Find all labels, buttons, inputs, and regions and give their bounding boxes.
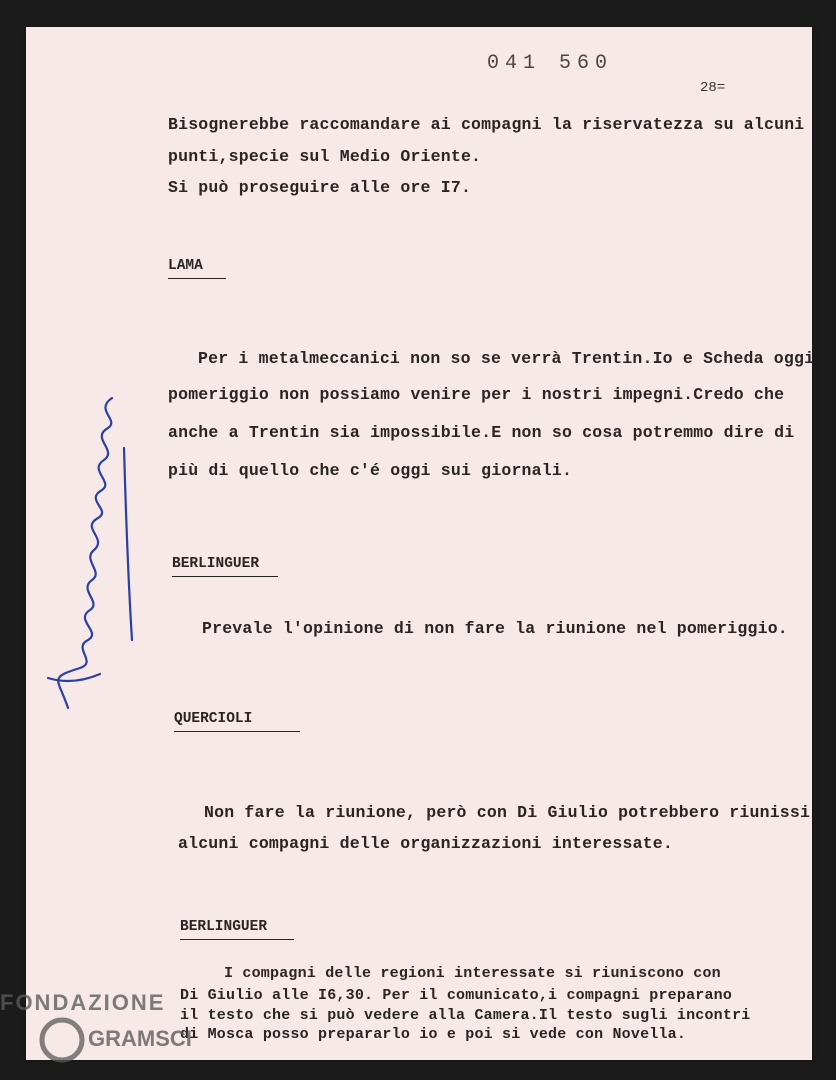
text-line: Di Giulio alle I6,30. Per il comunicato,i compagni preparano (180, 987, 733, 1004)
archive-number: 041 560 (487, 52, 614, 75)
handwritten-signature (28, 378, 138, 718)
text-line: Non fare la riunione, però con Di Giulio potrebbero riunissi (204, 803, 811, 822)
text-line: I compagni delle regioni interessate si riuniscono con (224, 965, 721, 982)
text-line: Si può proseguire alle ore I7. (168, 178, 472, 197)
watermark-gramsci: GRAMSCI (88, 1026, 192, 1051)
speaker-heading: QUERCIOLI (174, 711, 300, 732)
text-line: pomeriggio non possiamo venire per i nostri impegni.Credo che (168, 385, 785, 404)
speaker-heading: BERLINGUER (180, 919, 294, 940)
text-line: Bisognerebbe raccomandare ai compagni la riservatezza su alcuni (168, 115, 805, 134)
text-line: Prevale l'opinione di non fare la riunione nel pomeriggio. (202, 619, 788, 638)
text-line: alcuni compagni delle organizzazioni interessate. (178, 834, 673, 853)
text-line: il testo che si può vedere alla Camera.Il testo sugli incontri (180, 1007, 751, 1024)
archive-watermark: FONDAZIONE (0, 990, 166, 1015)
text-line: Per i metalmeccanici non so se verrà Trentin.Io e Scheda oggi (198, 349, 815, 368)
text-line: più di quello che c'é oggi sui giornali. (168, 461, 573, 480)
speaker-heading: BERLINGUER (172, 556, 278, 577)
text-line: anche a Trentin sia impossibile.E non so cosa potremmo dire di (168, 423, 795, 442)
text-line: punti,specie sul Medio Oriente. (168, 147, 482, 166)
text-line: di Mosca posso prepararlo io e poi si vede con Novella. (180, 1026, 687, 1043)
page-number: 28= (700, 80, 726, 96)
speaker-heading: LAMA (168, 258, 226, 279)
archive-watermark-logo (0, 1016, 240, 1076)
